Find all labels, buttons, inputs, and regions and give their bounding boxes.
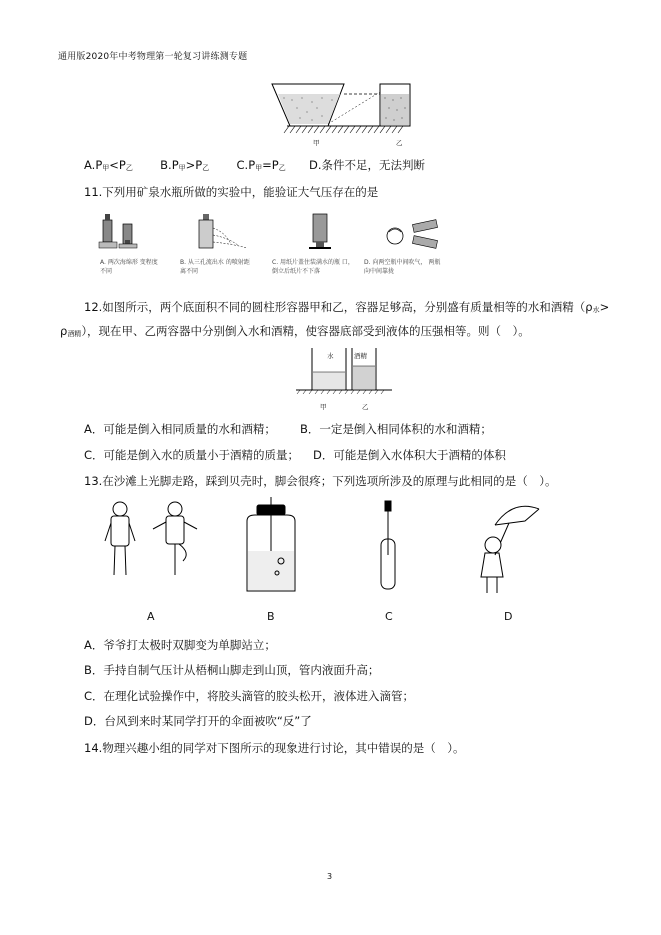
q13-fig-a	[105, 502, 197, 575]
q10-options	[84, 157, 425, 173]
q12-figure	[294, 346, 394, 398]
q11-fig-d	[387, 220, 438, 249]
page-number: 3	[327, 872, 333, 881]
q13-option-d: D．台风到来时某同学打开的伞面被吹“反”了	[84, 714, 312, 728]
q12-option-b: B．一定是倒入相同体积的水和酒精；	[300, 422, 492, 436]
q11-fig-b	[199, 214, 247, 248]
q11-fig-c	[309, 214, 331, 249]
q12-stem-line2: ρ酒精），现在甲、乙两容器中分别倒入水和酒精，使容器底部受到液体的压强相等。则（ ）。	[60, 324, 530, 338]
q13-fig-label-d: D	[504, 610, 513, 623]
q12-stem-line1: 12.如图所示，两个底面积不同的圆柱形容器甲和乙，容器足够高，分别盛有质量相等的水和酒精（ρ水>	[84, 300, 610, 314]
page-header: 通用版2020年中考物理第一轮复习讲练测专题	[58, 52, 248, 62]
q14-stem: 14.物理兴趣小组的同学对下图所示的现象进行讨论，其中错误的是（ ）。	[84, 741, 465, 755]
q11-stem: 11.下列用矿泉水瓶所做的实验中，能验证大气压存在的是	[84, 185, 379, 199]
q12-label-water: 水	[327, 352, 334, 360]
q12-label-alcohol: 酒精	[354, 352, 367, 360]
q11-fig-a	[99, 214, 137, 248]
q13-option-c: C．在理化试验操作中，将胶头滴管的胶头松开，液体进入滴管；	[84, 689, 415, 703]
q10-option-a: A.P甲<P乙	[84, 158, 133, 172]
q13-option-b: B．手持自制气压计从梧桐山脚走到山顶，管内液面升高；	[84, 663, 380, 677]
q13-fig-d	[481, 506, 539, 593]
top-figure-label-right: 乙	[396, 139, 403, 147]
top-figure-label-left: 甲	[313, 139, 320, 147]
q11-caption-a: A. 两次海绵形 变程度不同	[100, 259, 158, 275]
q11-caption-b: B. 从三孔流出水 的喷射距离不同	[180, 259, 250, 275]
q12-label-right: 乙	[362, 403, 369, 411]
q10-option-c: C.P甲=P乙	[236, 158, 286, 172]
q13-figure	[95, 495, 555, 600]
q13-fig-label-c: C	[385, 610, 393, 623]
q13-fig-b	[247, 497, 295, 591]
q10-option-b: B.P甲>P乙	[160, 158, 210, 172]
q13-fig-c	[381, 501, 395, 589]
q13-fig-label-b: B	[267, 610, 275, 623]
q11-caption-c: C. 用纸片盖住装满水的瓶 口，倒立后纸片不下落	[272, 259, 354, 275]
q12-label-left: 甲	[320, 403, 327, 411]
q11-caption-d: D. 向两空瓶中间吹气， 两瓶向中间靠拢	[364, 259, 441, 275]
q12-option-d: D．可能是倒入水体积大于酒精的体积	[313, 448, 506, 462]
q12-option-a: A．可能是倒入相同质量的水和酒精；	[84, 422, 276, 436]
q12-option-c: C．可能是倒入水的质量小于酒精的质量；	[84, 448, 300, 462]
q10-option-d: D.条件不足，无法判断	[309, 158, 426, 172]
q13-fig-label-a: A	[147, 610, 155, 623]
q13-option-a: A．爷爷打太极时双脚变为单脚站立；	[84, 638, 276, 652]
q13-stem: 13.在沙滩上光脚走路，踩到贝壳时，脚会很疼；下列选项所涉及的原理与此相同的是（ ）。	[84, 474, 557, 488]
